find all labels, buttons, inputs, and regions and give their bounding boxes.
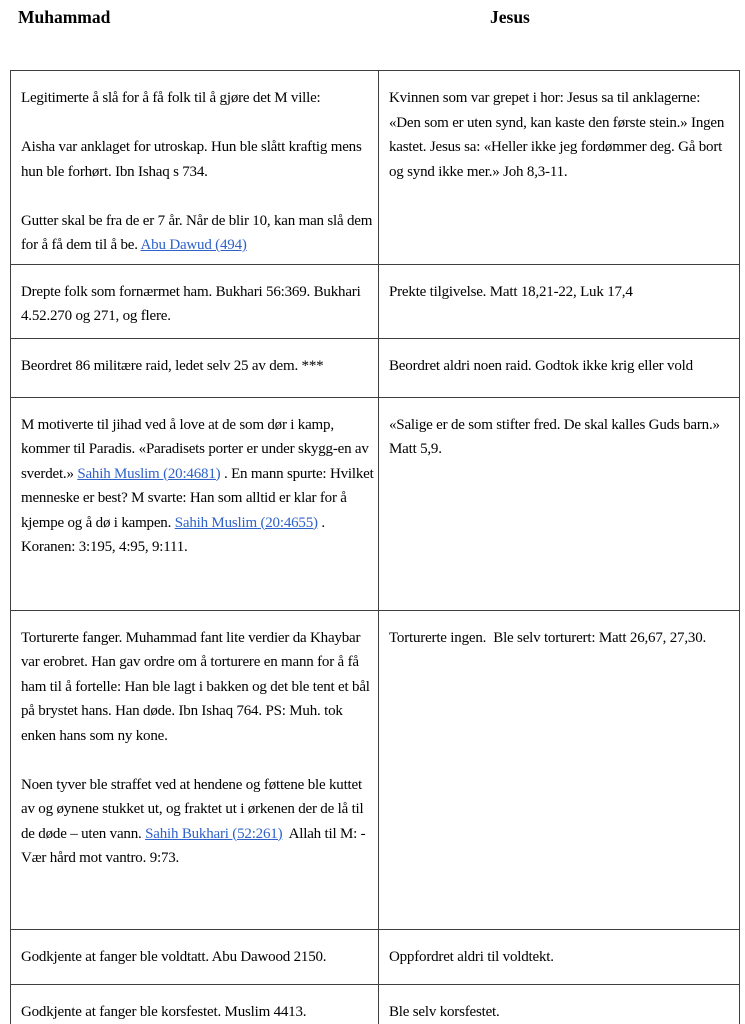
muhammad-cell	[11, 984, 379, 1024]
column-title-jesus: Jesus	[490, 7, 530, 27]
paragraph	[21, 209, 374, 258]
paragraph	[389, 626, 735, 651]
column-title-muhammad: Muhammad	[18, 7, 111, 27]
text-run: Ble selv korsfestet.	[389, 1003, 500, 1020]
text-run: M motiverte til jihad ved å love at de som dør i kamp, kommer til Paradis. «Paradisets porter er under skygg-en av sverdet.»	[21, 416, 369, 482]
text-run: Beordret aldri noen raid. Godtok ikke krig eller vold	[389, 357, 693, 374]
blank-line	[21, 111, 374, 136]
text-run: . Koranen: 3:195, 4:95, 9:111.	[21, 514, 325, 555]
paragraph	[389, 945, 735, 970]
paragraph	[21, 86, 374, 111]
text-run: Legitimerte å slå for å få folk til å gjøre det M ville:	[21, 90, 321, 106]
text-run: Godkjente at fanger ble korsfestet. Muslim 4413.	[21, 1003, 307, 1020]
text-run: Aisha var anklaget for utroskap. Hun ble slått kraftig mens hun ble forhørt. Ibn Ishaq s 734.	[21, 139, 362, 180]
table-row	[11, 397, 740, 610]
paragraph	[21, 354, 374, 379]
muhammad-cell	[11, 610, 379, 929]
paragraph	[21, 773, 374, 871]
table-row	[11, 929, 740, 984]
reference-link[interactable]: Sahih Muslim (20:4655)	[174, 514, 318, 531]
jesus-cell	[379, 397, 740, 610]
paragraph	[21, 626, 374, 749]
table-row	[11, 338, 740, 397]
paragraph	[21, 945, 374, 970]
jesus-cell	[379, 984, 740, 1024]
muhammad-cell	[11, 929, 379, 984]
paragraph	[21, 135, 374, 184]
text-run: «Salige er de som stifter fred. De skal kalles Guds barn.» Matt 5,9.	[389, 416, 720, 457]
blank-line	[21, 748, 374, 773]
table-row	[11, 264, 740, 338]
text-run: Allah til M: -Vær hård mot vantro. 9:73.	[21, 825, 366, 866]
paragraph	[389, 413, 735, 462]
muhammad-cell	[11, 264, 379, 338]
text-run: Torturerte ingen. Ble selv torturert: Matt 26,67, 27,30.	[389, 629, 707, 646]
jesus-cell	[379, 264, 740, 338]
comparison-table-body	[11, 71, 740, 1024]
paragraph	[389, 354, 735, 379]
jesus-cell	[379, 71, 740, 265]
table-row	[11, 71, 740, 265]
muhammad-cell	[11, 397, 379, 610]
paragraph	[389, 1000, 735, 1024]
reference-link[interactable]: Sahih Bukhari (52:261)	[145, 825, 283, 842]
paragraph	[21, 280, 374, 329]
muhammad-cell	[11, 71, 379, 265]
text-run: Kvinnen som var grepet i hor: Jesus sa til anklagerne: «Den som er uten synd, kan kaste den første stein.» Ingen kastet. Jesus sa: «Heller ikke jeg fordømmer deg. Gå bort og synd ikke mer.» Joh 8,3-11.	[389, 90, 725, 180]
text-run: Beordret 86 militære raid, ledet selv 25 av dem. ***	[21, 357, 324, 374]
blank-line	[21, 184, 374, 209]
paragraph	[21, 413, 374, 560]
text-run: Prekte tilgivelse. Matt 18,21-22, Luk 17,4	[389, 283, 633, 300]
muhammad-cell	[11, 338, 379, 397]
text-run: Oppfordret aldri til voldtekt.	[389, 948, 554, 965]
jesus-cell	[379, 338, 740, 397]
reference-link[interactable]: Abu Dawud (494)	[140, 237, 247, 253]
paragraph	[21, 1000, 374, 1024]
table-row	[11, 984, 740, 1024]
reference-link[interactable]: Sahih Muslim (20:4681)	[77, 465, 221, 482]
paragraph	[389, 280, 735, 305]
table-row	[11, 610, 740, 929]
jesus-cell	[379, 610, 740, 929]
text-run: Gutter skal be fra de er 7 år. Når de blir 10, kan man slå dem for å få dem til å be.	[21, 212, 373, 253]
text-run: Noen tyver ble straffet ved at hendene og føttene ble kuttet av og øynene stukket ut, og fraktet ut i ørkenen der de lå til de døde – uten vann.	[21, 776, 364, 842]
paragraph	[389, 86, 735, 184]
text-run: Godkjente at fanger ble voldtatt. Abu Dawood 2150.	[21, 948, 327, 965]
text-run: . En mann spurte: Hvilket menneske er best? M svarte: Han som alltid er klar for å kjempe og å dø i kampen.	[21, 465, 374, 531]
jesus-cell	[379, 929, 740, 984]
text-run: Torturerte fanger. Muhammad fant lite verdier da Khaybar var erobret. Han gav ordre om å torturere en mann for å få ham til å fortelle: Han ble lagt i bakken og det ble tent et bål på brystet hans. Han døde. Ibn Ishaq 764. PS: Muh. tok enken hans som ny kone.	[21, 629, 370, 744]
text-run: Drepte folk som fornærmet ham. Bukhari 56:369. Bukhari 4.52.270 og 271, og flere.	[21, 283, 361, 324]
comparison-table	[10, 70, 740, 1024]
